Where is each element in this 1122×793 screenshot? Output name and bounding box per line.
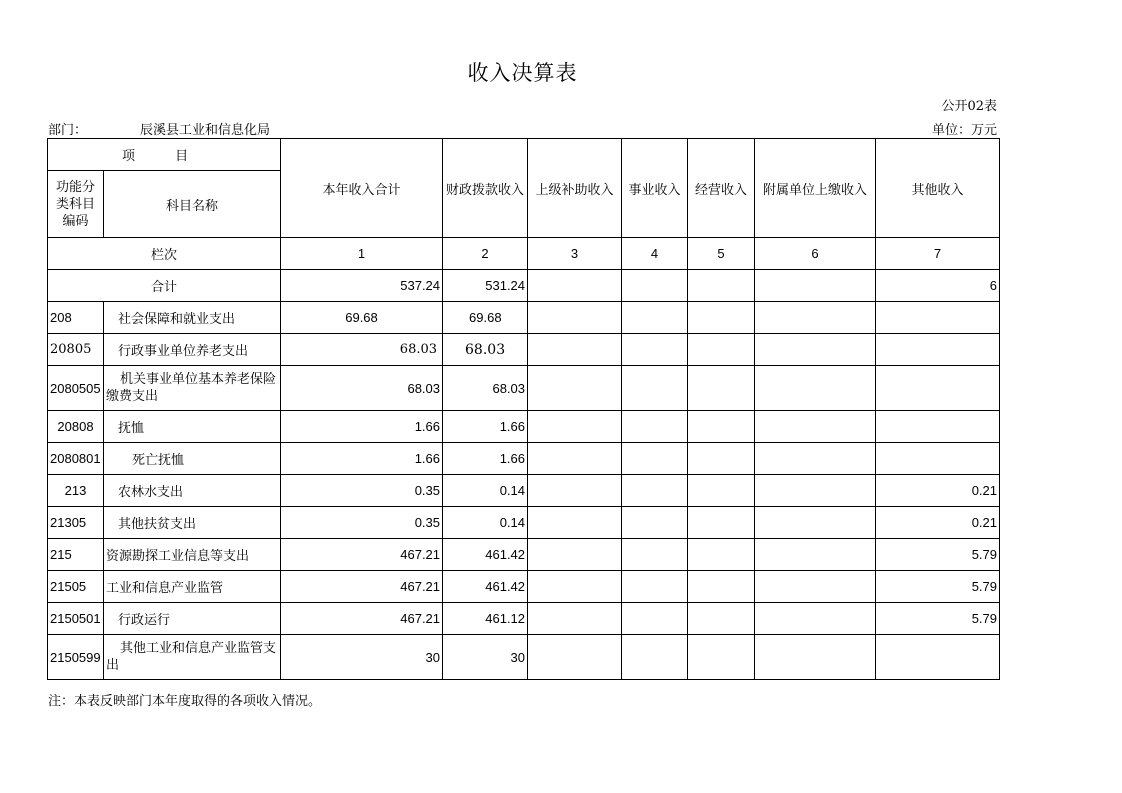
row-value <box>622 539 688 571</box>
row-value <box>876 635 1000 680</box>
row-value: 467.21 <box>281 603 443 635</box>
row-value: 68.03 <box>281 366 443 411</box>
row-name: 社会保障和就业支出 <box>104 302 281 334</box>
row-value: 0.35 <box>281 475 443 507</box>
row-value: 0.21 <box>876 507 1000 539</box>
row-value <box>876 302 1000 334</box>
row-value <box>528 475 622 507</box>
table-row <box>48 571 1000 603</box>
row-code: 2080801 <box>48 443 104 475</box>
row-value <box>688 366 755 411</box>
row-code: 21305 <box>48 507 104 539</box>
row-value <box>622 603 688 635</box>
department-label: 部门： <box>48 123 88 138</box>
row-value: 461.12 <box>443 603 528 635</box>
department-name: 辰溪县工业和信息化局 <box>140 123 271 138</box>
row-value <box>528 302 622 334</box>
row-value: 5.79 <box>876 539 1000 571</box>
row-value <box>688 334 755 366</box>
row-value: 467.21 <box>281 571 443 603</box>
row-value <box>688 635 755 680</box>
row-value <box>688 603 755 635</box>
row-value: 5.79 <box>876 571 1000 603</box>
row-value <box>528 571 622 603</box>
total-row <box>48 270 1000 302</box>
income-table <box>47 138 1000 680</box>
row-value: 68.03 <box>281 334 443 366</box>
header-col-7: 其他收入 <box>876 139 1000 238</box>
total-value <box>528 270 622 302</box>
row-value <box>755 334 876 366</box>
row-number: 4 <box>622 238 688 270</box>
row-value <box>876 366 1000 411</box>
table-row <box>48 443 1000 475</box>
row-value: 0.14 <box>443 475 528 507</box>
row-value <box>528 443 622 475</box>
row-name: 其他工业和信息产业监管支出 <box>104 635 281 680</box>
page-title: 收入决算表 <box>467 61 578 85</box>
row-value <box>528 334 622 366</box>
table-row <box>48 635 1000 680</box>
row-value <box>755 635 876 680</box>
row-value <box>755 411 876 443</box>
row-name: 死亡抚恤 <box>104 443 281 475</box>
row-value <box>528 411 622 443</box>
row-value <box>528 507 622 539</box>
total-value: 6 <box>876 270 1000 302</box>
row-name: 行政运行 <box>104 603 281 635</box>
row-value <box>688 507 755 539</box>
table-row <box>48 507 1000 539</box>
row-value: 0.14 <box>443 507 528 539</box>
row-number: 2 <box>443 238 528 270</box>
row-value <box>755 507 876 539</box>
row-name: 农林水支出 <box>104 475 281 507</box>
table-row <box>48 334 1000 366</box>
header-col-6: 附属单位上缴收入 <box>755 139 876 238</box>
row-value <box>688 411 755 443</box>
row-value <box>755 443 876 475</box>
total-value: 531.24 <box>443 270 528 302</box>
row-value <box>622 334 688 366</box>
table-row <box>48 475 1000 507</box>
header-col-5: 经营收入 <box>688 139 755 238</box>
row-value <box>755 366 876 411</box>
row-value: 0.35 <box>281 507 443 539</box>
row-value: 1.66 <box>443 411 528 443</box>
row-value <box>528 635 622 680</box>
row-value: 0.21 <box>876 475 1000 507</box>
row-value <box>876 443 1000 475</box>
row-code: 2150599 <box>48 635 104 680</box>
row-value <box>688 539 755 571</box>
row-value: 1.66 <box>443 443 528 475</box>
row-value <box>755 539 876 571</box>
total-value <box>622 270 688 302</box>
row-value <box>622 475 688 507</box>
row-value: 1.66 <box>281 411 443 443</box>
total-value <box>755 270 876 302</box>
table-number: 公开02表 <box>941 99 997 114</box>
header-col-3: 上级补助收入 <box>528 139 622 238</box>
footnote: 注：本表反映部门本年度取得的各项收入情况。 <box>48 694 322 709</box>
header-subject-name: 科目名称 <box>104 171 281 238</box>
row-number: 5 <box>688 238 755 270</box>
table-row <box>48 302 1000 334</box>
header-item: 项 目 <box>48 139 281 171</box>
row-value <box>688 571 755 603</box>
row-value <box>528 366 622 411</box>
row-code: 21505 <box>48 571 104 603</box>
row-code: 213 <box>48 475 104 507</box>
row-value <box>688 443 755 475</box>
row-code: 2150501 <box>48 603 104 635</box>
row-value: 69.68 <box>281 302 443 334</box>
row-value <box>755 475 876 507</box>
row-name: 工业和信息产业监管 <box>104 571 281 603</box>
row-code: 20805 <box>48 334 104 366</box>
row-value <box>688 302 755 334</box>
header-col-4: 事业收入 <box>622 139 688 238</box>
row-value <box>622 443 688 475</box>
row-value <box>755 302 876 334</box>
row-name: 行政事业单位养老支出 <box>104 334 281 366</box>
row-value: 461.42 <box>443 539 528 571</box>
row-value <box>528 603 622 635</box>
table-row <box>48 539 1000 571</box>
total-label: 合计 <box>48 270 281 302</box>
row-code: 20808 <box>48 411 104 443</box>
row-value: 30 <box>443 635 528 680</box>
row-numbers-row <box>48 238 1000 270</box>
header-col-1: 本年收入合计 <box>281 139 443 238</box>
row-value <box>622 507 688 539</box>
row-value <box>876 411 1000 443</box>
row-value <box>755 571 876 603</box>
row-number: 7 <box>876 238 1000 270</box>
row-value: 1.66 <box>281 443 443 475</box>
row-value <box>876 334 1000 366</box>
row-code: 208 <box>48 302 104 334</box>
row-value: 69.68 <box>443 302 528 334</box>
row-name: 其他扶贫支出 <box>104 507 281 539</box>
table-row <box>48 603 1000 635</box>
table-row <box>48 366 1000 411</box>
total-value <box>688 270 755 302</box>
row-value <box>622 302 688 334</box>
row-name: 抚恤 <box>104 411 281 443</box>
row-value <box>622 635 688 680</box>
row-code: 215 <box>48 539 104 571</box>
row-value: 68.03 <box>443 366 528 411</box>
row-value <box>528 539 622 571</box>
row-name: 资源勘探工业信息等支出 <box>104 539 281 571</box>
row-number: 1 <box>281 238 443 270</box>
row-number: 3 <box>528 238 622 270</box>
row-value <box>622 411 688 443</box>
total-value: 537.24 <box>281 270 443 302</box>
unit-label: 单位：万元 <box>931 123 997 138</box>
row-value: 467.21 <box>281 539 443 571</box>
row-value: 5.79 <box>876 603 1000 635</box>
row-name: 机关事业单位基本养老保险缴费支出 <box>104 366 281 411</box>
row-value <box>688 475 755 507</box>
table-row <box>48 411 1000 443</box>
row-value <box>755 603 876 635</box>
row-value: 461.42 <box>443 571 528 603</box>
row-number: 6 <box>755 238 876 270</box>
row-value <box>622 366 688 411</box>
row-label: 栏次 <box>48 238 281 270</box>
header-func-code: 功能分类科目编码 <box>48 171 104 238</box>
row-value: 68.03 <box>443 334 528 366</box>
row-value <box>622 571 688 603</box>
header-col-2: 财政拨款收入 <box>443 139 528 238</box>
row-value: 30 <box>281 635 443 680</box>
row-code: 2080505 <box>48 366 104 411</box>
